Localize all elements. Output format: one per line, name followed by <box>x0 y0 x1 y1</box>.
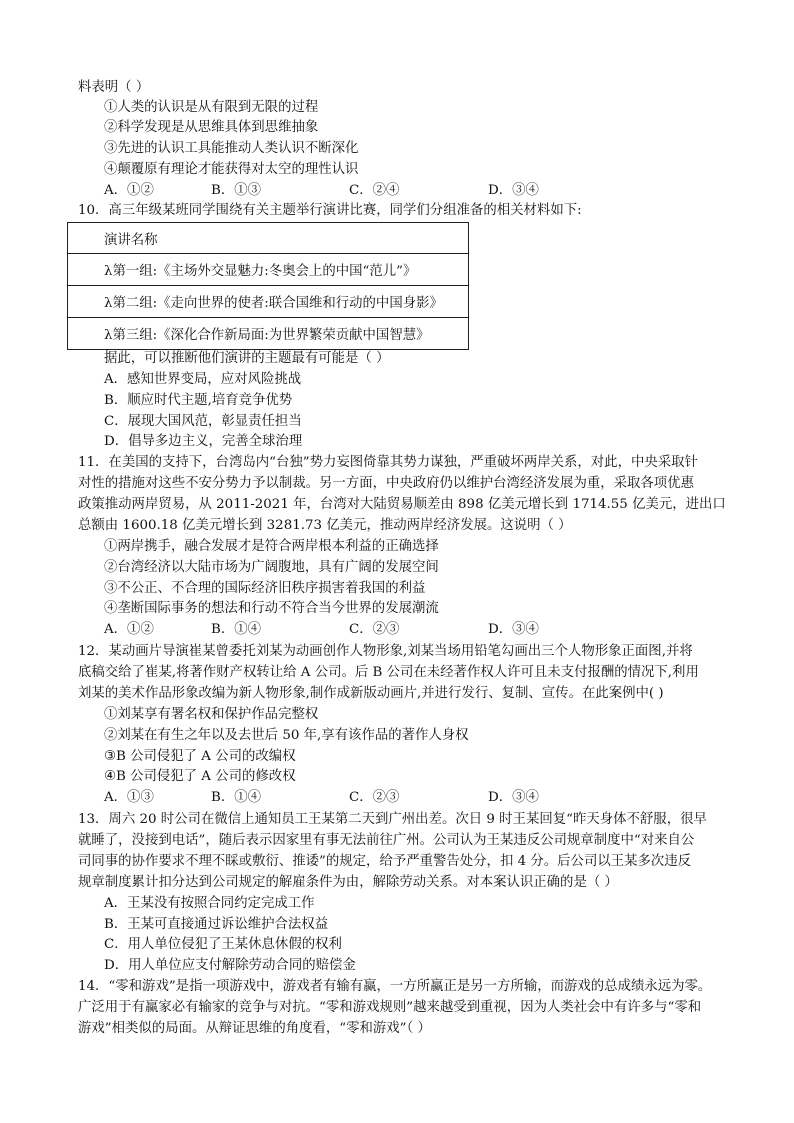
q11-choice-1: ①两岸携手，融合发展才是符合两岸根本利益的正确选择 <box>104 539 439 554</box>
q11-line-1: 11．在美国的支持下，台湾岛内“台独”势力妄图倚靠其势力谋独，严重破坏两岸关系，对此，中央采取针 <box>78 455 698 470</box>
q11-line-4: 总额由 1600.18 亿美元增长到 3281.73 亿美元，推动两岸经济发展。这说明（ ） <box>78 518 572 533</box>
q10-option-b: B．顺应时代主题,培育竞争优势 <box>104 393 293 408</box>
q10-stem: 10．高三年级某班同学围绕有关主题举行演讲比赛，同学们分组准备的相关材料如下: <box>78 203 582 218</box>
q11-choice-2: ②台湾经济以大陆市场为广阔腹地，具有广阔的发展空间 <box>104 560 439 575</box>
q9-option-b: B．①③ <box>211 183 262 198</box>
q9-option-d: D．③④ <box>488 183 539 198</box>
q12-option-c: C．②③ <box>349 790 400 805</box>
q11-line-3: 政策推动两岸贸易，从 2011-2021 年，台湾对大陆贸易顺差由 898 亿美元增长到 1714.55 亿美元，进出口 <box>78 497 726 512</box>
q14-line-2: 广泛用于有赢家必有输家的竞争与对抗。“零和游戏规则”越来越受到重视，因为人类社会中有许多与“零和 <box>78 1000 702 1015</box>
table-header-cell: 演讲名称 <box>68 223 469 254</box>
q13-line-2: 就睡了，没接到电话”，随后表示因家里有事无法前往广州。公司认为王某违反公司规章制度中“对来自公 <box>78 833 695 848</box>
q10-option-a: A．感知世界变局，应对风险挑战 <box>104 372 302 387</box>
table-row-group-1: λ第一组:《主场外交显魅力:冬奥会上的中国“范儿”》 <box>68 254 469 286</box>
q13-line-4: 规章制度累计扣分达到公司规定的解雇条件为由，解除劳动关系。对本案认识正确的是（ ） <box>78 875 618 890</box>
q9-choice-1: ①人类的认识是从有限到无限的过程 <box>104 100 319 115</box>
q14-line-3: 游戏”相类似的局面。从辩证思维的角度看，“零和游戏”（ ） <box>78 1021 431 1036</box>
q10-option-c: C．展现大国风范，彰显责任担当 <box>104 414 302 429</box>
q12-line-3: 刘某的美术作品形象改编为新人物形象,制作成新版动画片,并进行发行、复制、宣传。在此案例中( ) <box>78 686 664 701</box>
q14-line-1: 14．“零和游戏”是指一项游戏中，游戏者有输有赢，一方所赢正是另一方所输，而游戏的总成绩永远为零。 <box>78 979 712 994</box>
q9-choice-4: ④颠覆原有理论才能获得对太空的理性认识 <box>104 162 359 177</box>
q13-option-a: A．王某没有按照合同约定完成工作 <box>104 896 315 911</box>
table-row-group-2: λ第二组:《走向世界的使者:联合国维和行动的中国身影》 <box>68 286 469 318</box>
q13-option-b: B．王某可直接通过诉讼维护合法权益 <box>104 917 329 932</box>
q12-option-d: D．③④ <box>488 790 539 805</box>
q12-option-a: A．①③ <box>104 790 154 805</box>
table-row-group-3: λ第三组:《深化合作新局面:为世界繁荣贡献中国智慧》 <box>68 318 469 350</box>
q11-choice-3: ③不公正、不合理的国际经济旧秩序损害着我国的利益 <box>104 581 426 596</box>
q12-choice-4: ④B 公司侵犯了 A 公司的修改权 <box>104 769 296 784</box>
q13-line-3: 司同事的协作要求不理不睬或敷衍、推诿”的规定，给予严重警告处分，扣 4 分。后公司以王某多次违反 <box>78 854 692 869</box>
q12-option-b: B．①④ <box>211 790 262 805</box>
q9-choice-3: ③先进的认识工具能推动人类认识不断深化 <box>104 141 359 156</box>
q11-option-a: A．①② <box>104 622 154 637</box>
q11-line-2: 对性的措施对这些不安分势力予以制裁。另一方面，中央政府仍以维护台湾经济发展为重，采取各项优惠 <box>78 476 694 491</box>
q10-question: 据此，可以推断他们演讲的主题最有可能是（ ） <box>104 351 390 366</box>
q10-option-d: D．倡导多边主义，完善全球治理 <box>104 434 303 449</box>
q9-option-a: A．①② <box>104 183 154 198</box>
q12-choice-3: ③B 公司侵犯了 A 公司的改编权 <box>104 749 296 764</box>
q11-choice-4: ④垄断国际事务的想法和行动不符合当今世界的发展潮流 <box>104 601 439 616</box>
q9-stem-tail: 料表明（ ） <box>78 80 150 95</box>
q11-option-b: B．①④ <box>211 622 262 637</box>
q12-line-2: 底稿交给了崔某,将著作财产权转让给 A 公司。后 B 公司在未经著作权人许可且未支付报酬的情况下,利用 <box>78 665 699 680</box>
q13-line-1: 13．周六 20 时公司在微信上通知员工王某第二天到广州出差。次日 9 时王某回复“昨天身体不舒服，很早 <box>78 812 707 827</box>
q9-choice-2: ②科学发现是从思维具体到思维抽象 <box>104 120 319 135</box>
q12-choice-1: ①刘某享有署名权和保护作品完整权 <box>104 707 319 722</box>
speech-topic-table <box>67 222 469 350</box>
q9-option-c: C．②④ <box>349 183 400 198</box>
q11-option-d: D．③④ <box>488 622 539 637</box>
q13-option-c: C．用人单位侵犯了王某休息休假的权利 <box>104 937 342 952</box>
q13-option-d: D．用人单位应支付解除劳动合同的赔偿金 <box>104 958 356 973</box>
q12-choice-2: ②刘某在有生之年以及去世后 50 年,享有该作品的著作人身权 <box>104 728 469 743</box>
q12-line-1: 12．某动画片导演崔某曾委托刘某为动画创作人物形象,刘某当场用铅笔勾画出三个人物形象正面图,并将 <box>78 644 693 659</box>
q11-option-c: C．②③ <box>349 622 400 637</box>
